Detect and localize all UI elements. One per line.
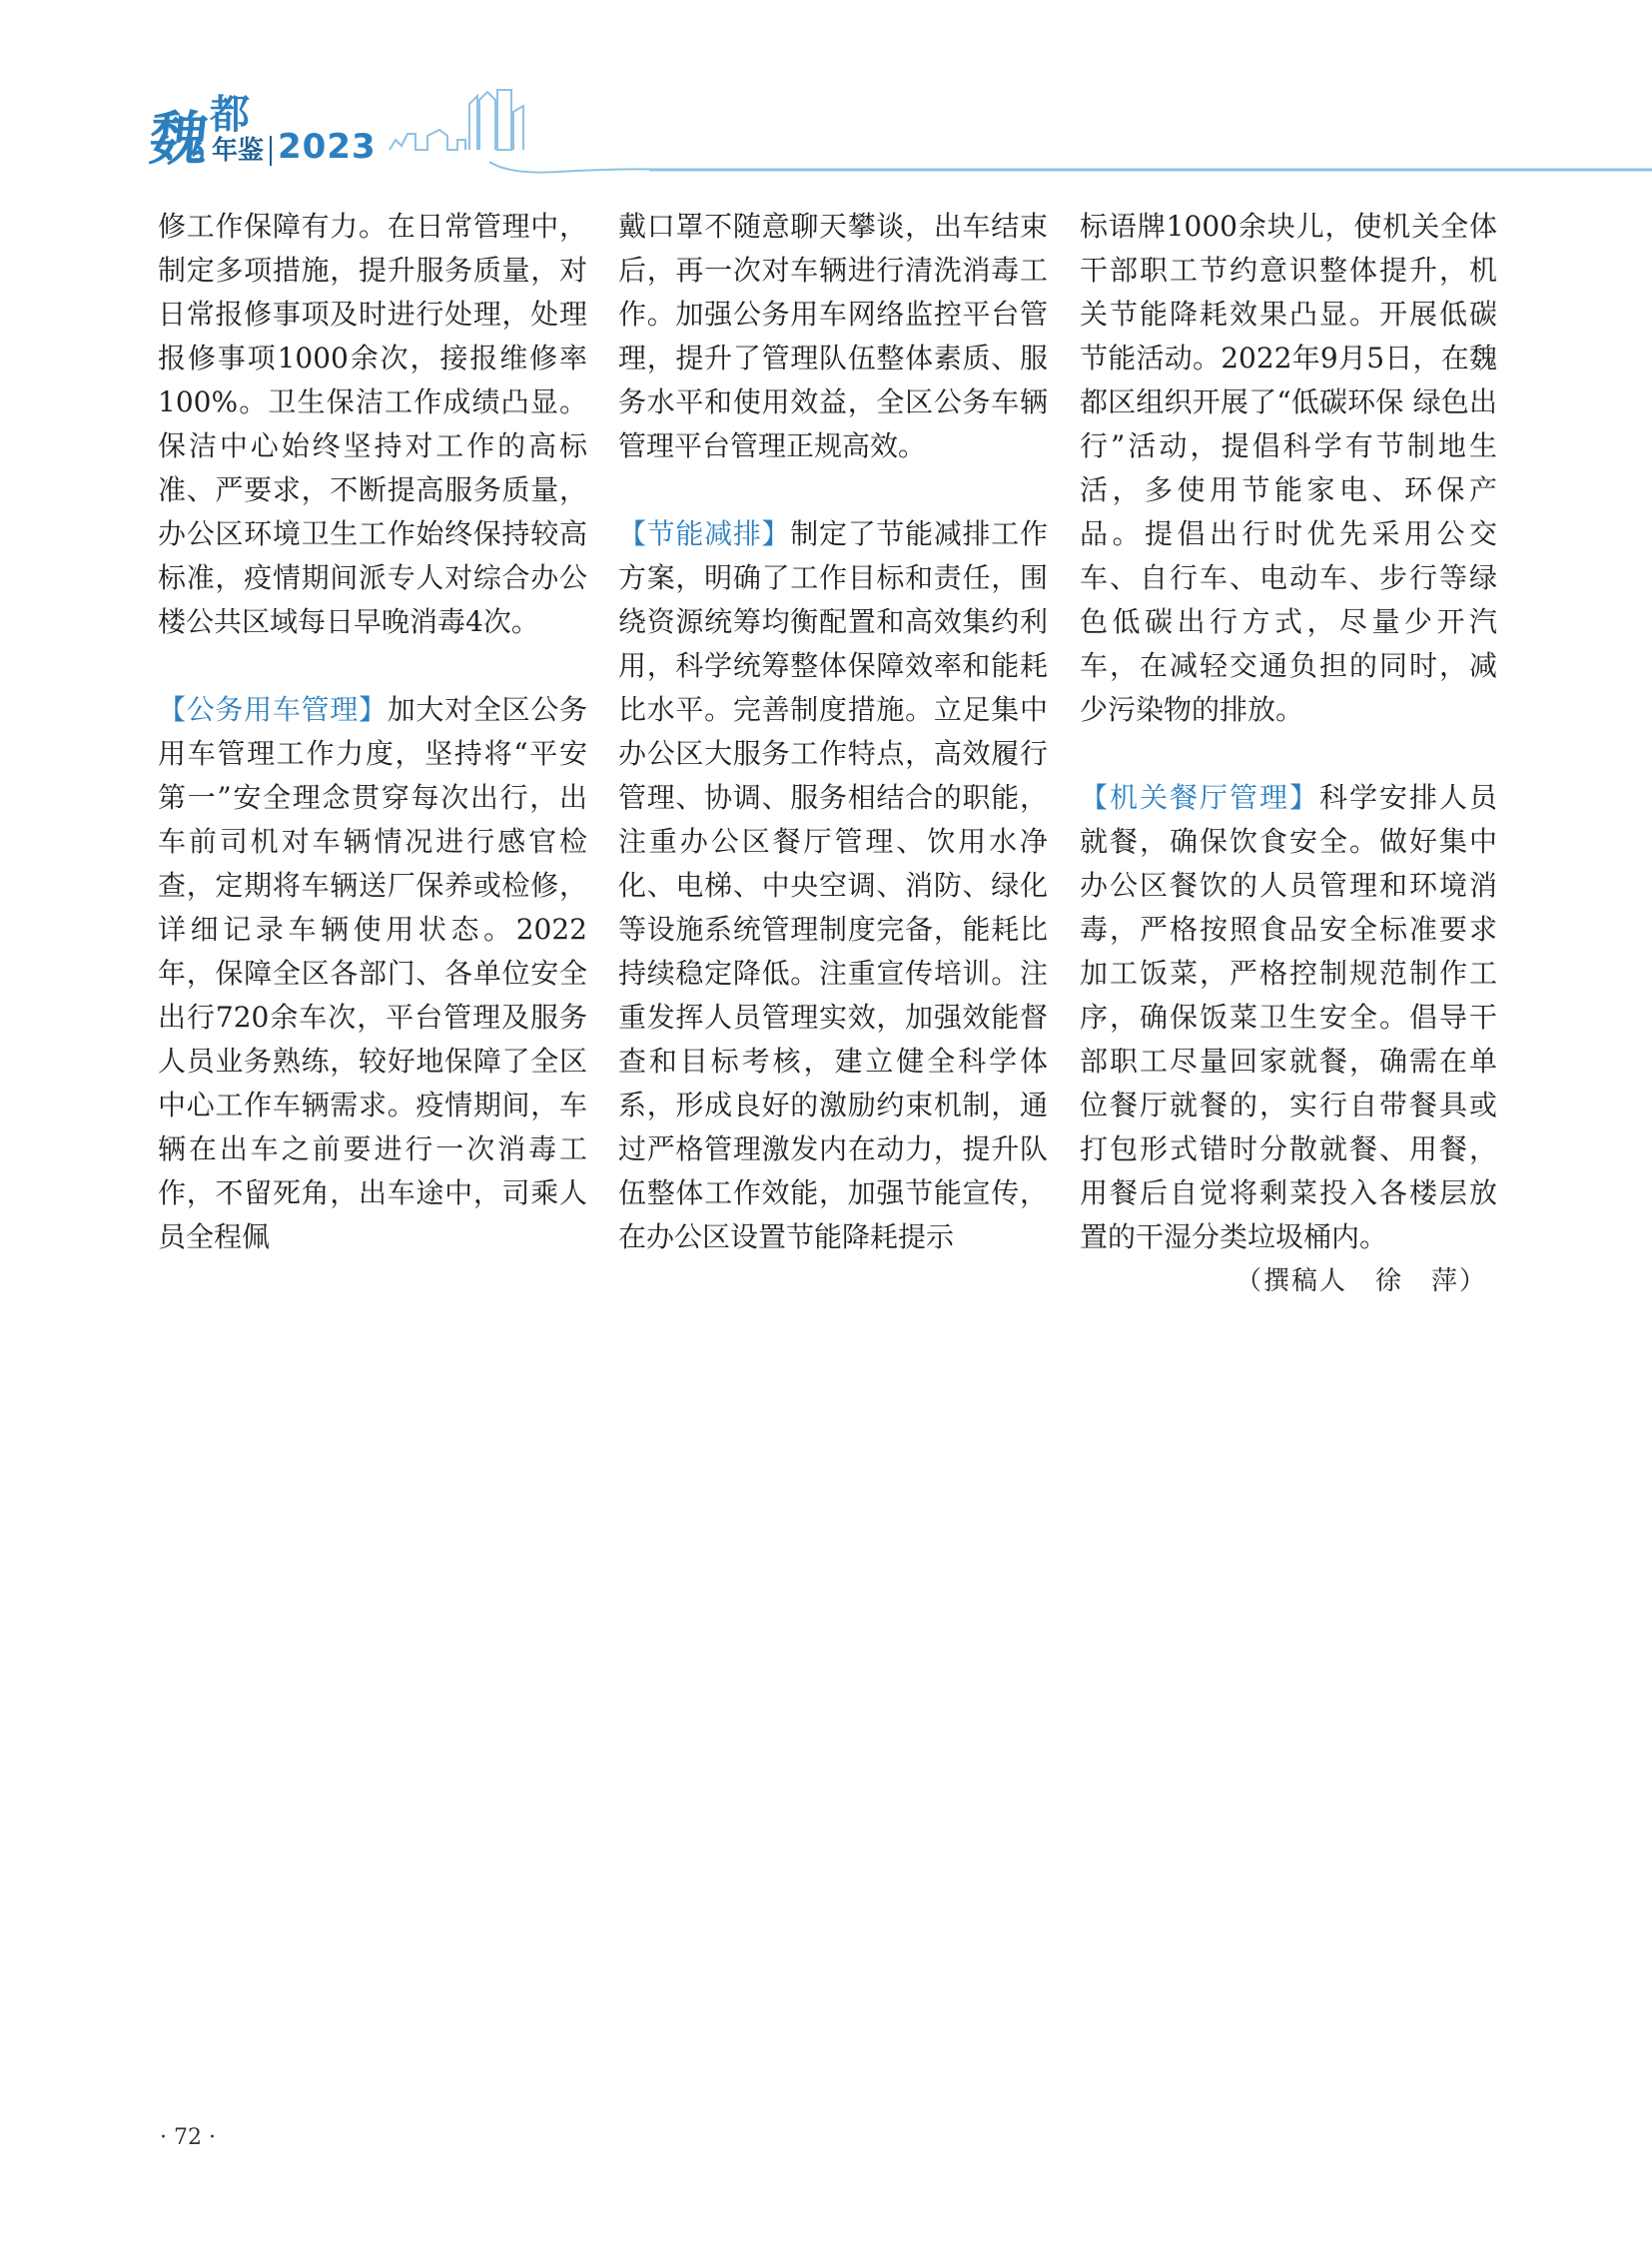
column-1-paragraph-1: 修工作保障有力。在日常管理中，制定多项措施，提升服务质量，对日常报修事项及时进行处理，处理报修事项1000余次，接报维修率100%。卫生保洁工作成绩凸显。保洁中心始终坚持对工作的高标准、严要求，不断提高服务质量，办公区环境卫生工作始终保持较高标准，疫情期间派专人对综合办公楼公共区域每日早晚消毒4次。 [158,210,587,638]
logo-year: 2023 [278,127,377,167]
column-1-paragraph-2 [158,688,587,1259]
logo-character-du: 都 [210,91,250,138]
column-3-paragraph-2-text: 科学安排人员就餐，确保饮食安全。做好集中办公区餐饮的人员管理和环境消毒，严格按照食品安全标准要求加工饭菜，严格控制规范制作工序，确保饭菜卫生安全。倡导干部职工尽量回家就餐，确需在单位餐厅就餐的，实行自带餐具或打包形式错时分散就餐、用餐，用餐后自觉将剩菜投入各楼层放置的干湿分类垃圾桶内。 [1080,781,1497,1253]
column-2-paragraph-2 [618,512,1048,1259]
logo-character-wei: 魏 [146,105,212,173]
column-2-paragraph-1: 戴口罩不随意聊天攀谈，出车结束后，再一次对车辆进行清洗消毒工作。加强公务用车网络监控平台管理，提升了管理队伍整体素质、服务水平和使用效益，全区公务车辆管理平台管理正规高效。 [618,210,1048,462]
section-tag-official-vehicles: 【公务用车管理】 [158,693,388,726]
column-1 [158,205,587,1259]
column-2-paragraph-2-text: 制定了节能减排工作方案，明确了工作目标和责任，围绕资源统筹均衡配置和高效集约利用，科学统筹整体保障效率和能耗比水平。完善制度措施。立足集中办公区大服务工作特点，高效履行管理、协调、服务相结合的职能，注重办公区餐厅管理、饮用水净化、电梯、中央空调、消防、绿化等设施系统管理制度完备，能耗比持续稳定降低。注重宣传培训。注重发挥人员管理实效，加强效能督查和目标考核，建立健全科学体系，形成良好的激励约束机制，通过严格管理激发内在动力，提升队伍整体工作效能，加强节能宣传，在办公区设置节能降耗提示 [618,517,1048,1253]
column-3-paragraph-1: 标语牌1000余块儿，使机关全体干部职工节约意识整体提升，机关节能降耗效果凸显。开展低碳节能活动。2022年9月5日，在魏都区组织开展了“低碳环保 绿色出行”活动，提倡科学有节制地生活，多使用节能家电、环保产品。提倡出行时优先采用公交车、自行车、电动车、步行等绿色低碳出行方式，尽量少开汽车，在减轻交通负担的同时，减少污染物的排放。 [1080,210,1497,726]
column-3-paragraph-2 [1080,776,1497,1259]
section-tag-energy-saving: 【节能减排】 [618,517,791,550]
section-tag-canteen: 【机关餐厅管理】 [1080,781,1319,814]
column-2 [618,205,1048,1259]
page-number: · 72 · [160,2125,216,2150]
logo-nianjian: 年鉴 [212,136,265,166]
author-signature: （撰稿人 徐 萍） [1235,1266,1487,1296]
column-1-paragraph-2-text: 加大对全区公务用车管理工作力度，坚持将“平安第一”安全理念贯穿每次出行，出车前司机对车辆情况进行感官检查，定期将车辆送厂保养或检修，详细记录车辆使用状态。2022年，保障全区各部门、各单位安全出行720余车次，平台管理及服务人员业务熟练，较好地保障了全区中心工作车辆需求。疫情期间，车辆在出车之前要进行一次消毒工作，不留死角，出车途中，司乘人员全程佩 [158,693,587,1253]
column-3 [1080,205,1497,1303]
page-header [0,0,1652,200]
logo-divider [270,136,272,166]
